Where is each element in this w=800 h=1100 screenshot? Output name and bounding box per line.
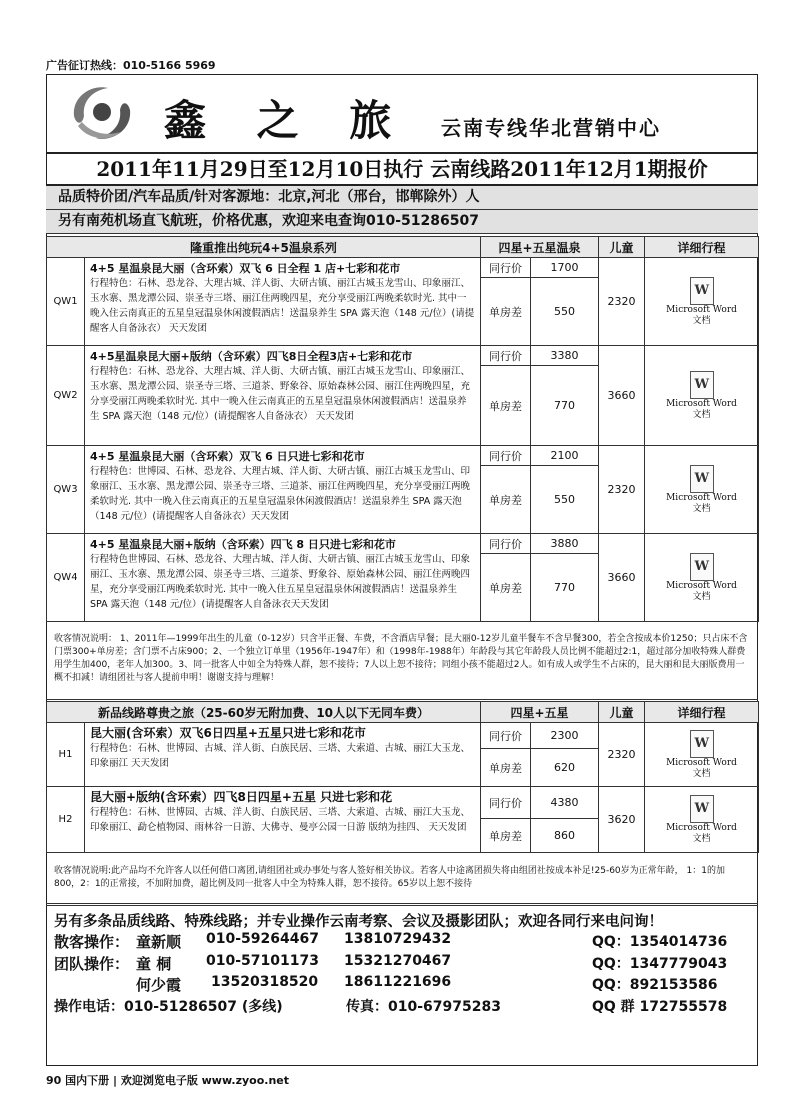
route-title: 4+5 星温泉昆大丽（含环索）双飞 6 日全程 1 店+七彩和花市 — [90, 262, 401, 275]
itinerary-doc-link[interactable] — [645, 787, 759, 853]
qq-group: QQ 群 172755578 — [592, 999, 728, 1015]
single-room-label: 单房差 — [481, 749, 531, 787]
route-features: 行程特色：石林、恐龙谷、大理古城、洋人街、大研古镇、丽江古城玉龙雪山、印象丽江、玉水寨、黑龙潭公园、崇圣寺三塔、三道茶、野象谷、原始森林公园、丽江住两晚四星，充分享受丽江两晚柔软时光. 其中一晚入住云南真正的五星皇冠温泉休闲渡假酒店！送温泉养生 SPA 露天泡（148 元/位）(请提醒客人自备泳衣） 天天发团 — [90, 366, 471, 422]
word-document-icon — [690, 553, 714, 581]
route-code: QW4 — [47, 534, 85, 622]
doc-label: 文档 — [692, 315, 711, 326]
child-price: 2320 — [599, 446, 645, 534]
retail-mobile: 13810729432 — [344, 931, 452, 947]
group-qq: QQ：1347779043 — [592, 956, 728, 972]
group2-name: 何少霞 — [136, 976, 182, 994]
premium-route-table — [46, 701, 759, 853]
single-room-value: 550 — [531, 466, 599, 534]
contact-headline: 另有多条品质线路、特殊线路；并专业操作云南考察、会议及摄影团队；欢迎各同行来电问询！ — [54, 914, 663, 930]
booking-notice: 收客情况说明： 1、2011年—1999年出生的儿童（0-12岁）只含半正餐、车费，不含酒店早餐；昆大丽0-12岁儿童半餐车不含早餐300，若全含按成本价1250；只占床不含门票300+单房差；含门票不占床900；2、一个独立订单里（1956年-1947年）和（1998年-1988年）年龄段与其它年龄段人员比例不能超过2:1，超过部分加收特殊人群费用学生加400，老年人加300。3、同一批客人中如全为特殊人群，恕不接待；7人以上恕不接待；同组小孩不能超过2人。如有成人或学生不占床的，昆大丽和昆大丽版费用一概不扣减！请组团社与客人提前申明！谢谢支持与理解！ — [46, 630, 758, 700]
word-label: Microsoft Word — [666, 304, 737, 315]
price-label: 同行价 — [481, 534, 531, 554]
route-features: 行程特色：石林、世博园、古城、洋人街、白族民居、三塔、大索道、古城、丽江大玉龙、印象丽江 天天发团 — [90, 743, 471, 769]
word-document-icon — [690, 371, 714, 399]
route-features: 行程特色世博园、石林、恐龙谷、大理古城、洋人街、大研古镇、丽江古城玉龙雪山、印象丽江、玉水寨、黑龙潭公园、崇圣寺三塔、三道茶、野象谷、原始森林公园、丽江住两晚四星，充分享受丽江两晚柔软时光. 其中一晚入住五星皇冠温泉休闲渡假酒店！送温泉养生 SPA 露天泡（148 元/位）(请提醒客人自备泳衣天天发团 — [90, 554, 471, 610]
route-description — [85, 534, 481, 622]
single-room-value: 860 — [531, 819, 599, 853]
child-price: 2320 — [599, 258, 645, 346]
price-value: 2300 — [531, 723, 599, 749]
price-label: 同行价 — [481, 446, 531, 466]
group-name: 童 桐 — [136, 955, 172, 973]
child-price: 3660 — [599, 346, 645, 446]
route-description — [85, 446, 481, 534]
retail-qq: QQ：1354014736 — [592, 934, 728, 950]
route-title: 4+5星温泉昆大丽+版纳（含环索）四飞8日全程3店+七彩和花市 — [90, 350, 413, 363]
fax-number: 传真：010-67975283 — [346, 999, 501, 1015]
hotel-header: 四星+五星温泉 — [481, 237, 599, 258]
brand-header — [46, 74, 758, 152]
table-row — [47, 258, 759, 278]
group-phone: 010-57101173 — [206, 953, 319, 969]
price-label: 同行价 — [481, 258, 531, 278]
itinerary-doc-link[interactable] — [645, 723, 759, 787]
price-value: 1700 — [531, 258, 599, 278]
word-label: Microsoft Word — [666, 822, 737, 833]
single-room-value: 550 — [531, 278, 599, 346]
route-description — [85, 258, 481, 346]
price-value: 3880 — [531, 534, 599, 554]
series-header: 隆重推出纯玩4+5温泉系列 — [47, 237, 481, 258]
doc-label: 文档 — [692, 768, 711, 779]
child-price: 2320 — [599, 723, 645, 787]
word-label: Microsoft Word — [666, 580, 737, 591]
table-header — [47, 237, 759, 258]
group2-phone: 13520318520 — [211, 974, 319, 990]
route-description — [85, 787, 481, 853]
word-document-icon — [690, 465, 714, 493]
single-room-value: 620 — [531, 749, 599, 787]
single-room-label: 单房差 — [481, 466, 531, 534]
quality-band: 品质特价团/汽车品质/针对客源地：北京,河北（邢台，邯郸除外）人 — [46, 186, 758, 210]
route-code: H2 — [47, 787, 85, 853]
doc-label: 文档 — [692, 503, 711, 514]
group2-mobile: 18611221696 — [344, 974, 452, 990]
retail-label: 散客操作： — [54, 933, 130, 951]
itinerary-header: 详细行程 — [645, 237, 759, 258]
doc-label: 文档 — [692, 591, 711, 602]
word-document-icon — [690, 795, 714, 823]
route-description — [85, 346, 481, 446]
itinerary-doc-link[interactable] — [645, 534, 759, 622]
child-price: 3620 — [599, 787, 645, 853]
route-title: 4+5 星温泉昆大丽（含环索）双飞 6 日只进七彩和花市 — [90, 450, 365, 463]
group-label: 团队操作： — [54, 955, 130, 973]
hot-spring-table — [46, 236, 759, 622]
brand-subtitle: 云南专线华北营销中心 — [441, 116, 661, 140]
single-room-label: 单房差 — [481, 819, 531, 853]
hands-logo-icon — [68, 82, 136, 144]
itinerary-header: 详细行程 — [645, 702, 759, 723]
single-room-value: 770 — [531, 554, 599, 622]
route-title: 4+5 星温泉昆大丽+版纳（含环索）四飞 8 日只进七彩和花市 — [90, 538, 396, 551]
route-features: 行程特色：石林、世博园、古城、洋人街、白族民居、三塔、大索道、古城、丽江大玉龙、印象丽江、勐仑植物园、雨林谷一日游、大佛寺、曼亭公园一日游 版纳为挂四、 天天发团 — [90, 807, 471, 833]
brand-name: 鑫 之 旅 — [164, 96, 410, 145]
price-label: 同行价 — [481, 346, 531, 366]
page-title: 2011年11月29日至12月10日执行 云南线路2011年12月1期报价 — [46, 152, 758, 186]
route-features: 行程特色：石林、恐龙谷、大理古城、洋人街、大研古镇、丽江古城玉龙雪山、印象丽江、玉水寨、黑龙潭公园、崇圣寺三塔、丽江住两晚四星，充分享受丽江两晚柔软时光. 其中一晚入住云南真正的五星皇冠温泉休闲渡假酒店！送温泉养生 SPA 露天泡（148 元/位）(请提醒客人自备泳衣） 天天发团 — [90, 278, 475, 334]
doc-label: 文档 — [692, 833, 711, 844]
price-value: 4380 — [531, 787, 599, 819]
hotel-header: 四星+五星 — [481, 702, 599, 723]
ad-hotline: 广告征订热线：010-5166 5969 — [46, 59, 216, 72]
page-footer: 90 国内下册 | 欢迎浏览电子版 www.zyoo.net — [46, 1074, 290, 1087]
route-title: 昆大丽(含环索）双飞6日四星+五星只进七彩和花市 — [90, 726, 366, 740]
word-label: Microsoft Word — [666, 757, 737, 768]
retail-phone: 010-59264467 — [206, 931, 319, 947]
word-label: Microsoft Word — [666, 398, 737, 409]
table-row — [47, 534, 759, 554]
itinerary-doc-link[interactable] — [645, 446, 759, 534]
route-code: QW2 — [47, 346, 85, 446]
word-document-icon — [690, 730, 714, 758]
route-description — [85, 723, 481, 787]
price-value: 2100 — [531, 446, 599, 466]
child-price: 3660 — [599, 534, 645, 622]
series-header: 新品线路尊贵之旅（25-60岁无附加费、10人以下无同车费） — [47, 702, 481, 723]
contact-section — [46, 905, 758, 1066]
route-code: QW1 — [47, 258, 85, 346]
table-row — [47, 346, 759, 366]
table-header — [47, 702, 759, 723]
retail-name: 童新顺 — [136, 933, 182, 951]
itinerary-doc-link[interactable] — [645, 258, 759, 346]
route-title: 昆大丽+版纳(含环索）四飞8日四星+五星 只进七彩和花 — [90, 790, 393, 804]
price-label: 同行价 — [481, 787, 531, 819]
table-row — [47, 723, 759, 749]
flight-band: 另有南苑机场直飞航班，价格优惠，欢迎来电查询010-51286507 — [46, 210, 758, 234]
price-value: 3380 — [531, 346, 599, 366]
route-features: 行程特色：世博园、石林、恐龙谷、大理古城、洋人街、大研古镇、丽江古城玉龙雪山、印象丽江、玉水寨、黑龙潭公园、崇圣寺三塔、三道茶、丽江住两晚四星，充分享受丽江两晚柔软时光. 其中一晚入住云南真正的五星皇冠温泉休闲渡假酒店！送温泉养生 SPA 露天泡（148 元/位）(请提醒客人自备泳衣）天天发团 — [90, 466, 471, 522]
table-row — [47, 787, 759, 819]
route-code: H1 — [47, 723, 85, 787]
single-room-label: 单房差 — [481, 554, 531, 622]
table-row — [47, 446, 759, 466]
child-header: 儿童 — [599, 237, 645, 258]
route-code: QW3 — [47, 446, 85, 534]
child-header: 儿童 — [599, 702, 645, 723]
single-room-label: 单房差 — [481, 278, 531, 346]
word-label: Microsoft Word — [666, 492, 737, 503]
word-document-icon — [690, 277, 714, 305]
group-mobile: 15321270467 — [344, 953, 452, 969]
doc-label: 文档 — [692, 409, 711, 420]
single-room-label: 单房差 — [481, 366, 531, 446]
ops-phone: 操作电话：010-51286507 (多线) — [54, 999, 283, 1015]
itinerary-doc-link[interactable] — [645, 346, 759, 446]
single-room-value: 770 — [531, 366, 599, 446]
price-label: 同行价 — [481, 723, 531, 749]
group2-qq: QQ：892153586 — [592, 977, 718, 993]
booking-notice-2: 收客情况说明:此产品均不允许客人以任何借口离团,请组团社或办事处与客人签好相关协议。若客人中途离团损失将由组团社按成本补足!25-60岁为正常年龄， 1：1的加800，2：1的正常接，不加附加费，超比例及同一批客人中全为特殊人群，恕不接待。65岁以上恕不接待 — [46, 862, 758, 904]
